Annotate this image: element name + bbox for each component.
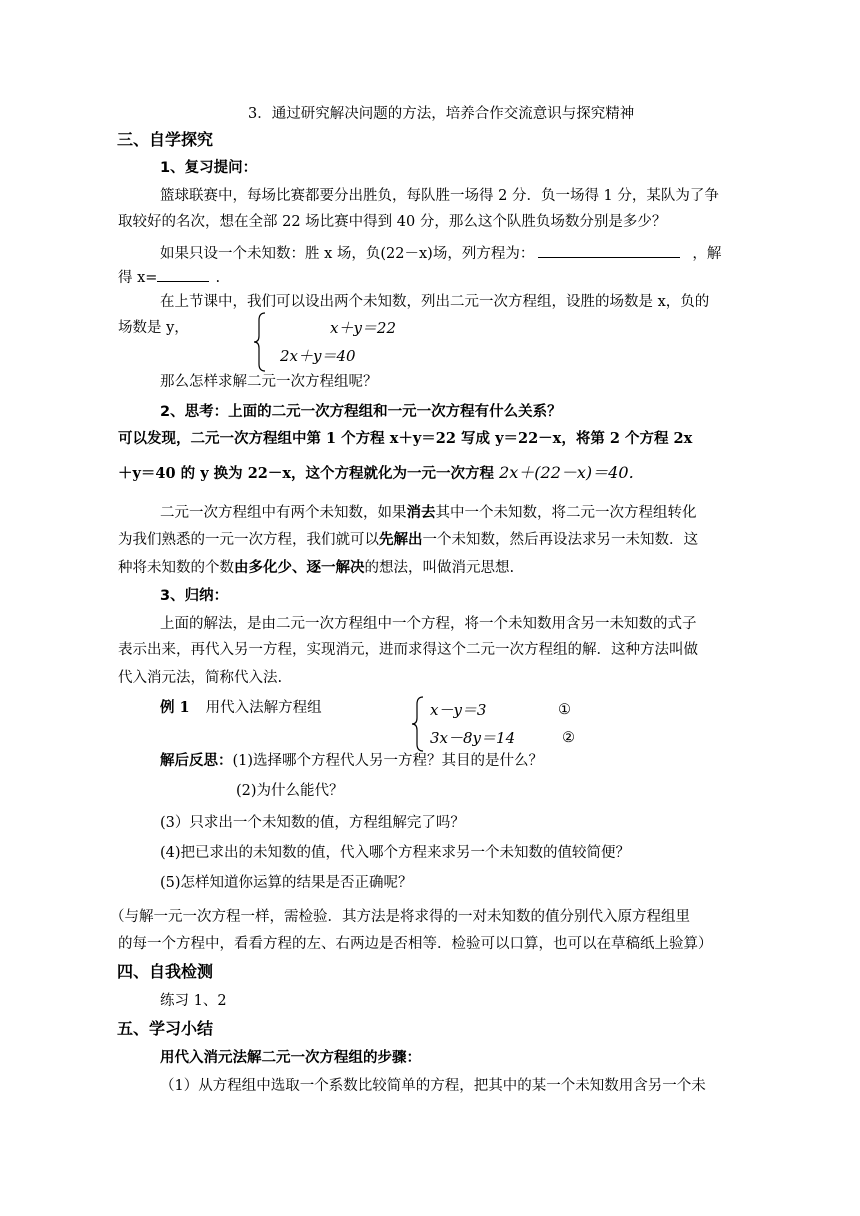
system1-eq1: x＋y＝22 (330, 319, 397, 337)
review-heading: 1、复习提问： (160, 160, 258, 176)
check-note-line2: 的每一个方程中，看看方程的左、右两边是否相等．检验可以口算，也可以在草稿纸上验算） (118, 936, 713, 952)
single-var-text: 如果只设一个未知数：胜 x 场，负(22－x)场，列方程为： (160, 246, 535, 262)
elim-text-3a: 种将未知数的个数 (118, 560, 234, 576)
elim-keyword-eliminate: 消去 (406, 504, 436, 521)
x-value-blank[interactable] (157, 267, 209, 282)
summary-heading-3: 3、归纳： (160, 588, 229, 604)
elim-text-2a: 为我们熟悉的一元一次方程，我们就可以 (118, 532, 379, 548)
review-para-line2: 取较好的名次，想在全部 22 场比赛中得到 40 分，那么这个队胜负场数分别是多少？ (118, 214, 667, 230)
induction-para-line2: 表示出来，再代入另一方程，实现消元，进而求得这个二元一次方程组的解．这种方法叫做 (118, 642, 698, 658)
objective-3: 3．通过研究解决问题的方法，培养合作交流意识与探究精神 (248, 106, 635, 122)
section-4-heading: 四、自我检测 (117, 962, 214, 981)
system-brace-2 (410, 696, 426, 752)
solve-period: . (215, 270, 221, 286)
example-text: 用代入法解方程组 (205, 700, 322, 716)
two-var-para-line1: 在上节课中，我们可以设出两个未知数，列出二元一次方程组，设胜的场数是 x，负的 (160, 294, 710, 310)
system2-eq1: x－y＝3 (430, 701, 487, 719)
review-para-line1: 篮球联赛中，每场比赛都要分出胜负，每队胜一场得 2 分．负一场得 1 分，某队为了争 (160, 188, 719, 204)
check-note-line1: （与解一元一次方程一样，需检验．其方法是将求得的一对未知数的值分别代入原方程组里 (110, 909, 690, 925)
elim-text-1a: 二元一次方程组中有两个未知数，如果 (160, 505, 407, 521)
elimination-para-line2 (118, 530, 698, 550)
reflection-q5: (5)怎样知道你运算的结果是否正确呢？ (160, 875, 413, 891)
elim-keyword-solve-first: 先解出 (379, 531, 423, 548)
system1-eq2: 2x＋y＝40 (280, 347, 356, 365)
solve-text: 得 x= (118, 270, 158, 286)
induction-para-line1: 上面的解法，是由二元一次方程组中一个方程，将一个未知数用含另一未知数的式子 (160, 616, 697, 632)
how-to-solve-question: 那么怎样求解二元一次方程组呢？ (160, 374, 378, 390)
solve-line (118, 267, 220, 288)
two-var-para-line2: 场数是 y， (118, 320, 189, 336)
discovery-line1: 可以发现，二元一次方程组中第 1 个方程 x＋y＝22 写成 y＝22－x，将第 2 个方程 2x (118, 430, 693, 447)
elim-text-3c: 的想法，叫做消元思想. (364, 560, 515, 576)
section-3-heading: 三、自学探究 (117, 130, 214, 149)
discovery-text: ＋y＝40 的 y 换为 22－x，这个方程就化为一元一次方程 (118, 465, 500, 482)
single-var-line (160, 243, 721, 264)
reflection-line1 (160, 751, 543, 771)
reflection-q2: (2)为什么能代？ (236, 783, 344, 799)
elimination-para-line1 (160, 503, 697, 523)
section-5-heading: 五、学习小结 (117, 1019, 214, 1038)
system-brace-1 (252, 312, 268, 372)
elim-text-2c: 一个未知数，然后再设法求另一未知数．这 (422, 532, 698, 548)
reflection-q4: (4)把已求出的未知数的值，代入哪个方程来求另一个未知数的值较简便？ (160, 845, 631, 861)
single-var-solve-text: ，解 (692, 246, 722, 262)
reflection-label: 解后反思： (160, 752, 233, 769)
example-1-line (160, 698, 322, 718)
elimination-para-line3 (118, 558, 514, 578)
univariate-equation: 2x＋(22－x)＝40． (499, 463, 645, 482)
think-heading: 2、思考：上面的二元一次方程组和一元一次方程有什么关系？ (160, 404, 562, 420)
equation-blank[interactable] (538, 243, 680, 258)
reflection-q3: (3）只求出一个未知数的值，方程组解完了吗？ (160, 815, 465, 831)
step-1-line: （1）从方程组中选取一个系数比较简单的方程，把其中的某一个未知数用含另一个未 (160, 1078, 706, 1094)
eq-number-2: ② (562, 730, 575, 746)
example-label: 例 1 (160, 699, 190, 716)
steps-heading: 用代入消元法解二元一次方程组的步骤： (160, 1050, 421, 1066)
discovery-line2 (118, 463, 645, 484)
eq-number-1: ① (558, 702, 571, 718)
induction-para-line3: 代入消元法，简称代入法. (118, 670, 283, 686)
reflection-q1: (1)选择哪个方程代人另一方程？其目的是什么？ (232, 753, 544, 769)
elim-keyword-reduce: 由多化少、逐一解决 (234, 559, 365, 576)
practice-line: 练习 1、2 (160, 993, 227, 1009)
elim-text-1c: 其中一个未知数，将二元一次方程组转化 (435, 505, 697, 521)
system2-eq2: 3x－8y＝14 (430, 729, 516, 747)
